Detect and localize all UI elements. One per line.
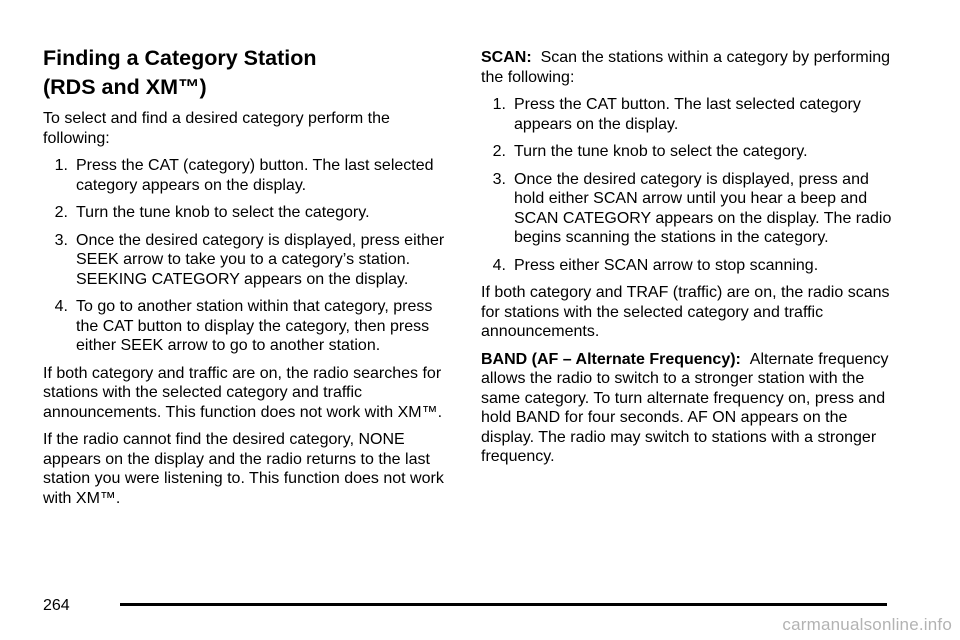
list-item xyxy=(43,156,453,195)
scan-description: Scan the stations within a category by performing the following: xyxy=(481,49,891,86)
step-text: To go to another station within that category, press the CAT button to display the category, then press either SEEK arrow to go to another station. xyxy=(76,298,433,354)
intro-paragraph: To select and find a desired category perform the following: xyxy=(43,110,390,147)
step-number: 4. xyxy=(54,298,68,315)
heading-line-1: Finding a Category Station xyxy=(43,46,317,70)
scan-steps-list xyxy=(481,95,901,275)
step-text: Turn the tune knob to select the category. xyxy=(76,204,370,221)
traffic-paragraph: If both category and traffic are on, the radio searches for stations with the selected category and traffic announcements. This function does not work with XM™. xyxy=(43,364,443,421)
section-heading xyxy=(43,44,453,102)
step-number: 3. xyxy=(54,231,68,249)
page-number: 264 xyxy=(43,597,70,614)
scan-term: SCAN: xyxy=(481,49,532,66)
step-number: 2. xyxy=(54,204,68,221)
step-text: Once the desired category is displayed, press either SEEK arrow to take you to a category’s station. SEEKING CATEGORY appears on the display. xyxy=(76,231,445,288)
band-description: Alternate frequency allows the radio to switch to a stronger station with the same category. To turn alternate frequency on, press and hold BAND for four seconds. AF ON appears on the display. The radio may switch to stations with a stronger frequency. xyxy=(481,350,889,465)
band-term: BAND (AF – Alternate Frequency): xyxy=(481,350,741,368)
step-number: 3. xyxy=(492,170,506,188)
list-item xyxy=(481,142,901,162)
step-text: Turn the tune knob to select the category. xyxy=(514,143,808,160)
footer-divider xyxy=(120,603,887,606)
traf-paragraph: If both category and TRAF (traffic) are on, the radio scans for stations with the selected category and traffic announcements. xyxy=(481,284,890,340)
list-item xyxy=(43,297,453,356)
left-column xyxy=(43,44,453,516)
list-item xyxy=(43,203,453,223)
step-text: Press the CAT button. The last selected category appears on the display. xyxy=(514,96,861,133)
list-item xyxy=(43,231,453,290)
right-column xyxy=(481,48,901,475)
heading-line-2: (RDS and XM™) xyxy=(43,75,207,99)
list-item xyxy=(481,95,901,134)
step-text: Press either SCAN arrow to stop scanning. xyxy=(514,256,819,274)
step-number: 2. xyxy=(492,143,506,160)
list-item xyxy=(481,170,901,248)
scan-paragraph xyxy=(481,48,901,87)
band-paragraph xyxy=(481,350,901,467)
watermark: carmanualsonline.info xyxy=(782,615,952,634)
step-text: Press the CAT (category) button. The last selected category appears on the display. xyxy=(76,157,434,194)
step-number: 4. xyxy=(492,256,506,274)
category-steps-list xyxy=(43,156,453,356)
step-text: Once the desired category is displayed, press and hold either SCAN arrow until you hear a beep and SCAN CATEGORY appears on the display. The radio begins scanning the stations in the category. xyxy=(514,170,892,246)
none-paragraph: If the radio cannot find the desired category, NONE appears on the display and the radio returns to the last station you were listening to. This function does not work with XM™. xyxy=(43,431,444,507)
list-item xyxy=(481,256,901,276)
step-number: 1. xyxy=(54,157,68,174)
step-number: 1. xyxy=(492,96,506,113)
